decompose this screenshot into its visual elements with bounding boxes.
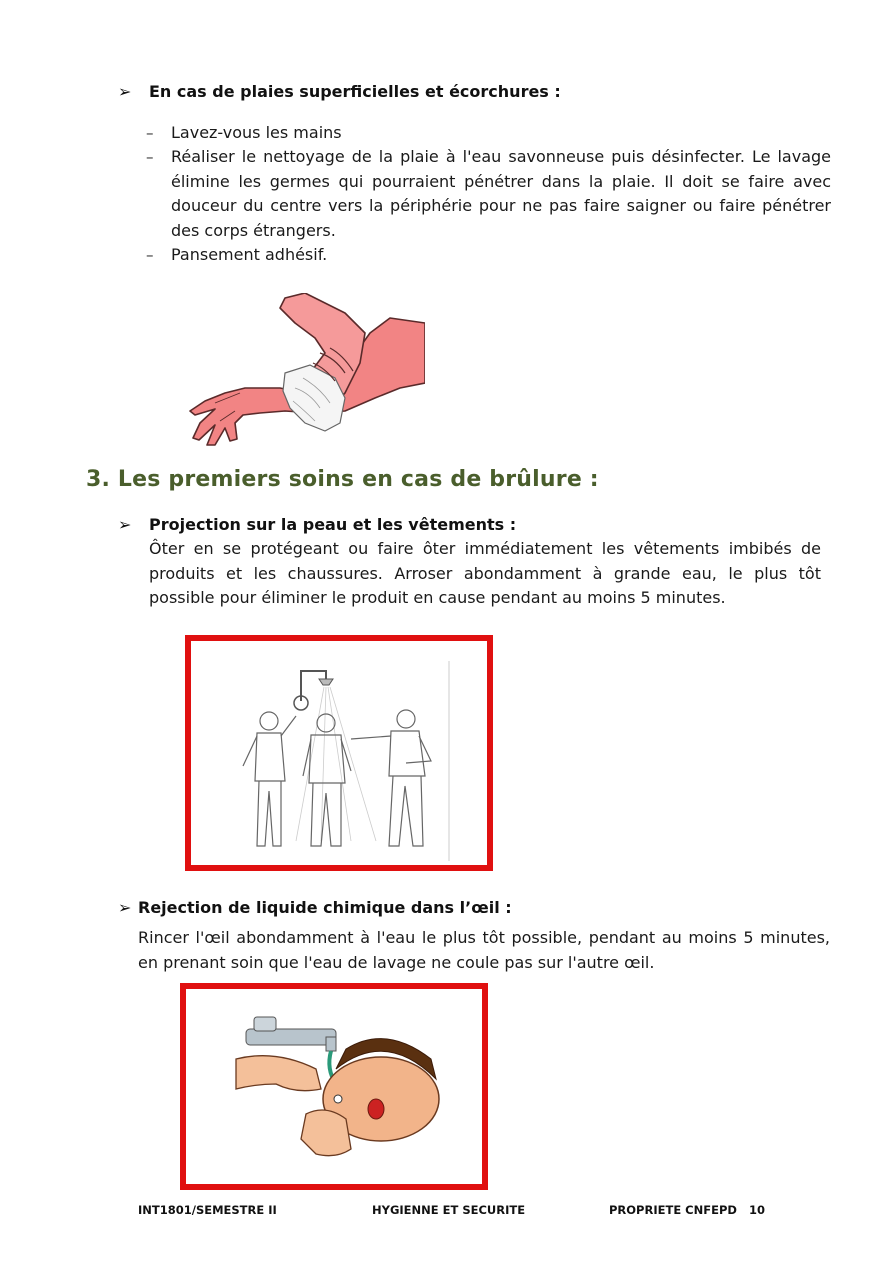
eye-heading: Rejection de liquide chimique dans l’œil :	[138, 898, 512, 917]
footer-course-code: INT1801/SEMESTRE II	[138, 1203, 277, 1217]
projection-heading: Projection sur la peau et les vêtements :	[149, 515, 517, 534]
arrow-bullet-icon: ➢	[118, 82, 132, 101]
eye-wash-frame	[180, 983, 488, 1190]
cleaning-item: Réaliser le nettoyage de la plaie à l'eau savonneuse puis désinfecter. Le lavage élimine les germes qui pourraient pénétrer dans la plaie. Il doit se faire avec douceur du centre vers la périphérie pour ne pas faire saigner ou faire pénétrer des corps étrangers.	[171, 147, 831, 240]
projection-text: Ôter en se protégeant ou faire ôter immédiatement les vêtements imbibés de produits et les chaussures. Arroser abondamment à grande eau, le plus tôt possible pour éliminer le produit en cause pendant au moins 5 minutes.	[149, 539, 821, 607]
footer-subject: HYGIENNE ET SECURITE	[372, 1203, 526, 1217]
wash-hands-item: Lavez-vous les mains	[171, 123, 342, 142]
page-number: 10	[749, 1203, 766, 1217]
dash-bullet-icon: –	[146, 246, 154, 264]
safety-shower-illustration	[191, 641, 487, 865]
arrow-bullet-icon: ➢	[118, 515, 132, 534]
eye-text: Rincer l'œil abondamment à l'eau le plus tôt possible, pendant au moins 5 minutes, en prenant soin que l'eau de lavage ne coule pas sur l'autre œil.	[138, 928, 830, 972]
dash-bullet-icon: –	[146, 148, 154, 166]
wound-cleaning-illustration	[185, 293, 425, 458]
safety-shower-frame	[185, 635, 493, 871]
bandage-item: Pansement adhésif.	[171, 245, 328, 264]
section-title: 3. Les premiers soins en cas de brûlure :	[86, 467, 599, 492]
footer-owner: PROPRIETE CNFEPD	[609, 1203, 737, 1217]
eye-wash-illustration	[186, 989, 482, 1184]
dash-bullet-icon: –	[146, 124, 154, 142]
arrow-bullet-icon: ➢	[118, 898, 132, 917]
wounds-heading: En cas de plaies superficielles et écorchures :	[149, 82, 561, 101]
